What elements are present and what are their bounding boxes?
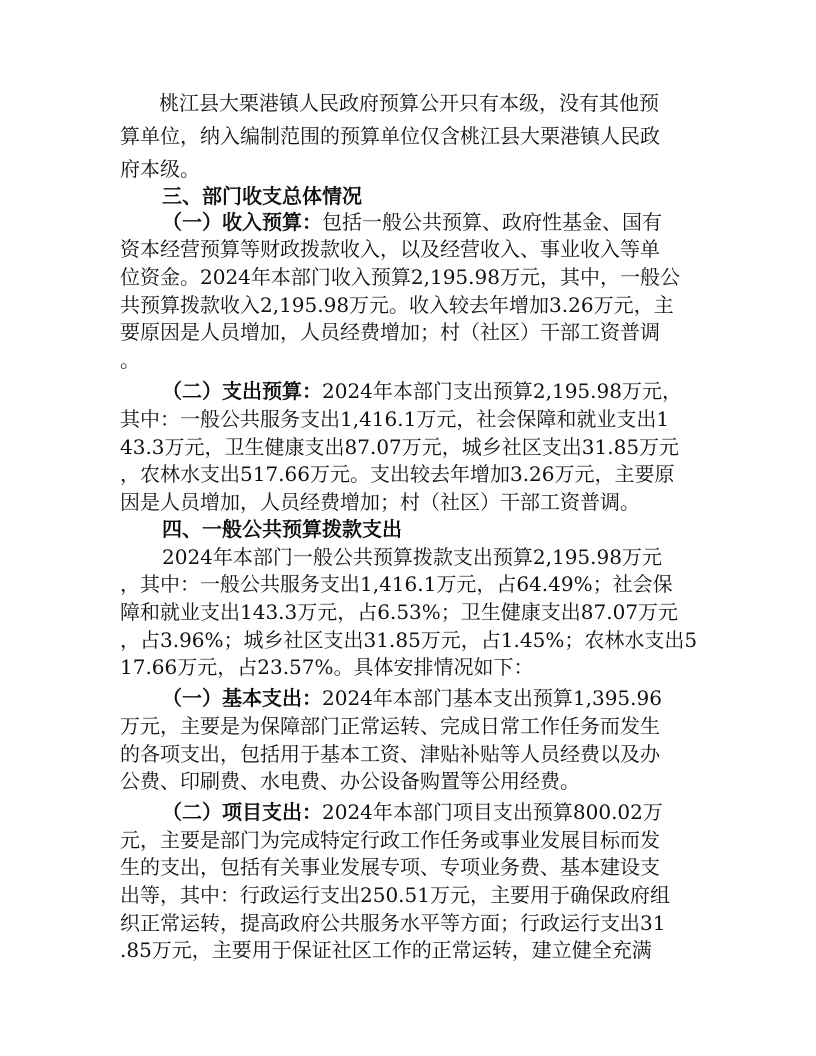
text-line: 2024年本部门一般公共预算拨款支出预算2,195.98万元 [162,545,662,569]
text-line: .85万元，主要用于保证社区工作的正常运转，建立健全充满 [120,938,652,962]
text-line [0,377,816,405]
text-line: ，农林水支出517.66万元。支出较去年增加3.26万元，主要原 [120,462,675,486]
text-line: 万元，主要是为保障部门正常运转、完成日常工作任务而发生 [120,714,660,738]
paragraph-lead: （一）收入预算： [162,210,322,234]
text-line: 其中：一般公共服务支出1,416.1万元，社会保障和就业支出1 [120,407,670,431]
text-line: 元，主要是部门为完成特定行政工作任务或事业发展目标而发 [120,828,660,852]
text-line: 共预算拨款收入2,195.98万元。收入较去年增加3.26万元，主 [120,293,674,317]
text-line: 要原因是人员增加，人员经费增加；村（社区）干部工资普调 [120,320,660,344]
text-line: 障和就业支出143.3万元，占6.53%；卫生健康支出87.07万元 [120,600,679,624]
text-line: 资本经营预算等财政拨款收入，以及经营收入、事业收入等单 [120,237,660,261]
text-span: 2024年本部门基本支出预算1,395.96 [322,686,662,710]
text-line: 的各项支出，包括用于基本工资、津贴补贴等人员经费以及办 [120,742,660,766]
text-line: 。 [120,348,140,372]
text-span: 包括一般公共预算、政府性基金、国有 [322,210,662,234]
paragraph-lead: （一）基本支出： [162,686,322,710]
text-line: 位资金。2024年本部门收入预算2,195.98万元，其中，一般公 [120,265,680,289]
paragraph-lead: （二）支出预算： [162,379,322,403]
text-line: 生的支出，包括有关事业发展专项、专项业务费、基本建设支 [120,855,660,879]
text-line: 公费、印刷费、水电费、办公设备购置等公用经费。 [120,769,580,793]
text-line [0,684,816,712]
text-line: 43.3万元，卫生健康支出87.07万元，城乡社区支出31.85万元 [120,435,680,459]
text-line: ，占3.96%；城乡社区支出31.85万元，占1.45%；农林水支出5 [120,628,698,652]
text-line: 因是人员增加，人员经费增加；村（社区）干部工资普调。 [120,490,640,514]
text-line [0,208,816,236]
text-line: 17.66万元，占23.57%。具体安排情况如下： [120,655,534,679]
text-line: 桃江县大栗港镇人民政府预算公开只有本级，没有其他预 [159,91,659,115]
text-span: 2024年本部门支出预算2,195.98万元， [322,379,682,403]
paragraph-lead: （二）项目支出： [162,800,322,824]
text-line: 算单位，纳入编制范围的预算单位仅含桃江县大栗港镇人民政 [120,124,660,148]
text-line: 织正常运转，提高政府公共服务水平等方面；行政运行支出31 [120,911,666,935]
text-line: 出等，其中：行政运行支出250.51万元，主要用于确保政府组 [120,883,670,907]
text-line: ，其中：一般公共服务支出1,416.1万元，占64.49%；社会保 [120,572,673,596]
text-line: 府本级。 [120,157,200,181]
text-line [0,798,816,826]
section-heading: 四、一般公共预算拨款支出 [162,517,402,541]
section-heading: 三、部门收支总体情况 [162,184,362,208]
text-span: 2024年本部门项目支出预算800.02万 [322,800,663,824]
